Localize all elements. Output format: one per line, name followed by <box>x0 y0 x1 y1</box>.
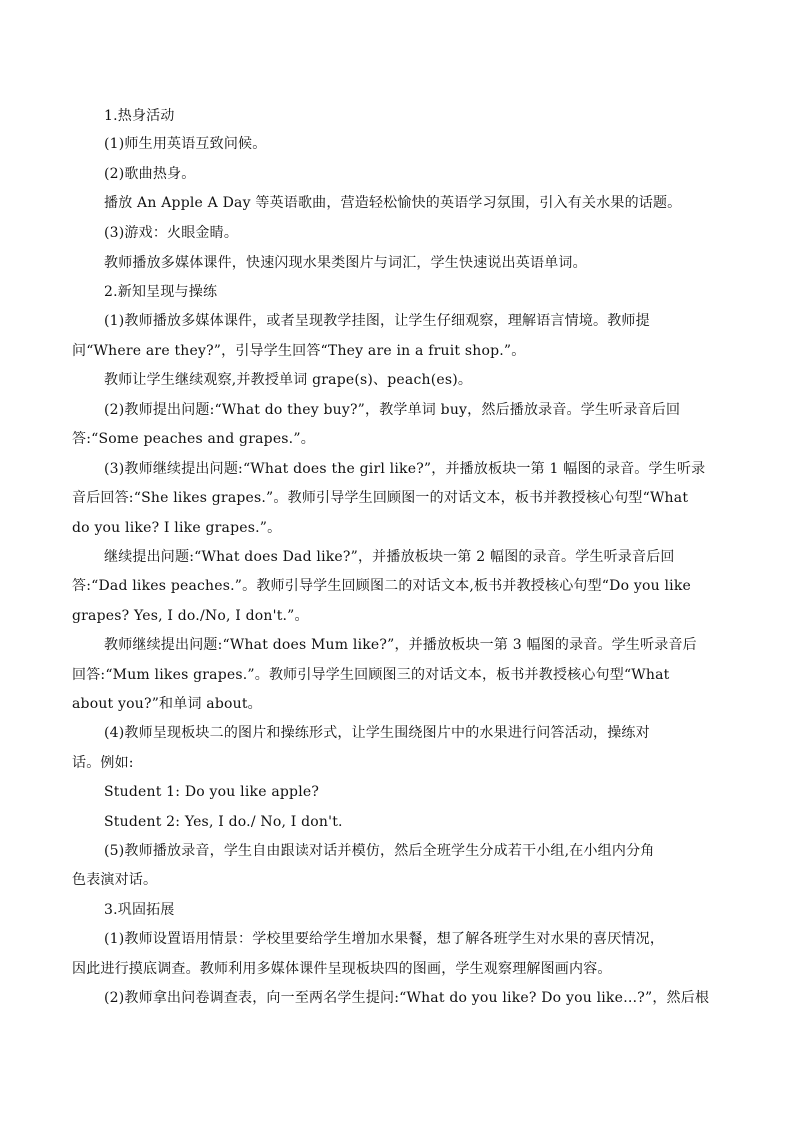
paragraph-line: (2)教师拿出问卷调查表，向一至两名学生提问:“What do you like? Do you like…?”，然后根 <box>104 990 710 1006</box>
paragraph-line: 继续提出问题:“What does Dad like?”，并播放板块一第 2 幅图的录音。学生听录音后回 <box>104 549 675 565</box>
paragraph-line: 教师继续提出问题:“What does Mum like?”，并播放板块一第 3 幅图的录音。学生听录音后 <box>104 637 697 653</box>
paragraph-line: 答:“Some peaches and grapes.”。 <box>72 431 315 447</box>
paragraph-line: 问“Where are they?”，引导学生回答“They are in a fruit shop.”。 <box>72 343 526 359</box>
paragraph-line: (3)游戏：火眼金睛。 <box>104 225 239 241</box>
paragraph-line: 教师播放多媒体课件，快速闪现水果类图片与词汇，学生快速说出英语单词。 <box>104 255 587 271</box>
heading-warm-up: 1.热身活动 <box>104 108 175 124</box>
paragraph-line: 话。例如: <box>72 755 134 771</box>
paragraph-line: about you?”和单词 about。 <box>72 696 262 712</box>
paragraph-line: (2)教师提出问题:“What do they buy?”，教学单词 buy，然后播放录音。学生听录音后回 <box>104 402 681 418</box>
paragraph-line: (1)师生用英语互致问候。 <box>104 136 267 152</box>
paragraph-line: 播放 An Apple A Day 等英语歌曲，营造轻松愉快的英语学习氛围，引入有关水果的话题。 <box>104 195 682 211</box>
paragraph-line: 色表演对话。 <box>72 872 158 888</box>
paragraph-line: (1)教师设置语用情景：学校里要给学生增加水果餐，想了解各班学生对水果的喜厌情况， <box>104 931 665 947</box>
paragraph-line: 教师让学生继续观察,并教授单词 grape(s)、peach(es)。 <box>104 372 473 388</box>
paragraph-line: 答:“Dad likes peaches.”。教师引导学生回顾图二的对话文本,板书并教授核心句型“Do you like <box>72 578 691 594</box>
paragraph-line: (5)教师播放录音，学生自由跟读对话并模仿，然后全班学生分成若干小组,在小组内分角 <box>104 843 655 859</box>
paragraph-line: grapes? Yes, I do./No, I don't.”。 <box>72 608 309 624</box>
paragraph-line: (2)歌曲热身。 <box>104 166 196 182</box>
paragraph-line: (1)教师播放多媒体课件，或者呈现教学挂图，让学生仔细观察，理解语言情境。教师提 <box>104 313 650 329</box>
paragraph-line: do you like? I like grapes.”。 <box>72 520 282 536</box>
paragraph-line: 音后回答:“She likes grapes.”。教师引导学生回顾图一的对话文本，板书并教授核心句型“What <box>72 490 689 506</box>
example-line: Student 2: Yes, I do./ No, I don't. <box>104 814 343 830</box>
paragraph-line: 回答:“Mum likes grapes.”。教师引导学生回顾图三的对话文本，板书并教授核心句型“What <box>72 667 670 683</box>
example-line: Student 1: Do you like apple? <box>104 784 320 800</box>
heading-consolidation: 3.巩固拓展 <box>104 902 175 918</box>
paragraph-line: 因此进行摸底调查。教师利用多媒体课件呈现板块四的图画，学生观察理解图画内容。 <box>72 961 612 977</box>
paragraph-line: (3)教师继续提出问题:“What does the girl like?”，并播放板块一第 1 幅图的录音。学生听录 <box>104 461 706 477</box>
heading-new-knowledge: 2.新知呈现与操练 <box>104 284 218 300</box>
paragraph-line: (4)教师呈现板块二的图片和操练形式，让学生围绕图片中的水果进行问答活动，操练对 <box>104 725 650 741</box>
